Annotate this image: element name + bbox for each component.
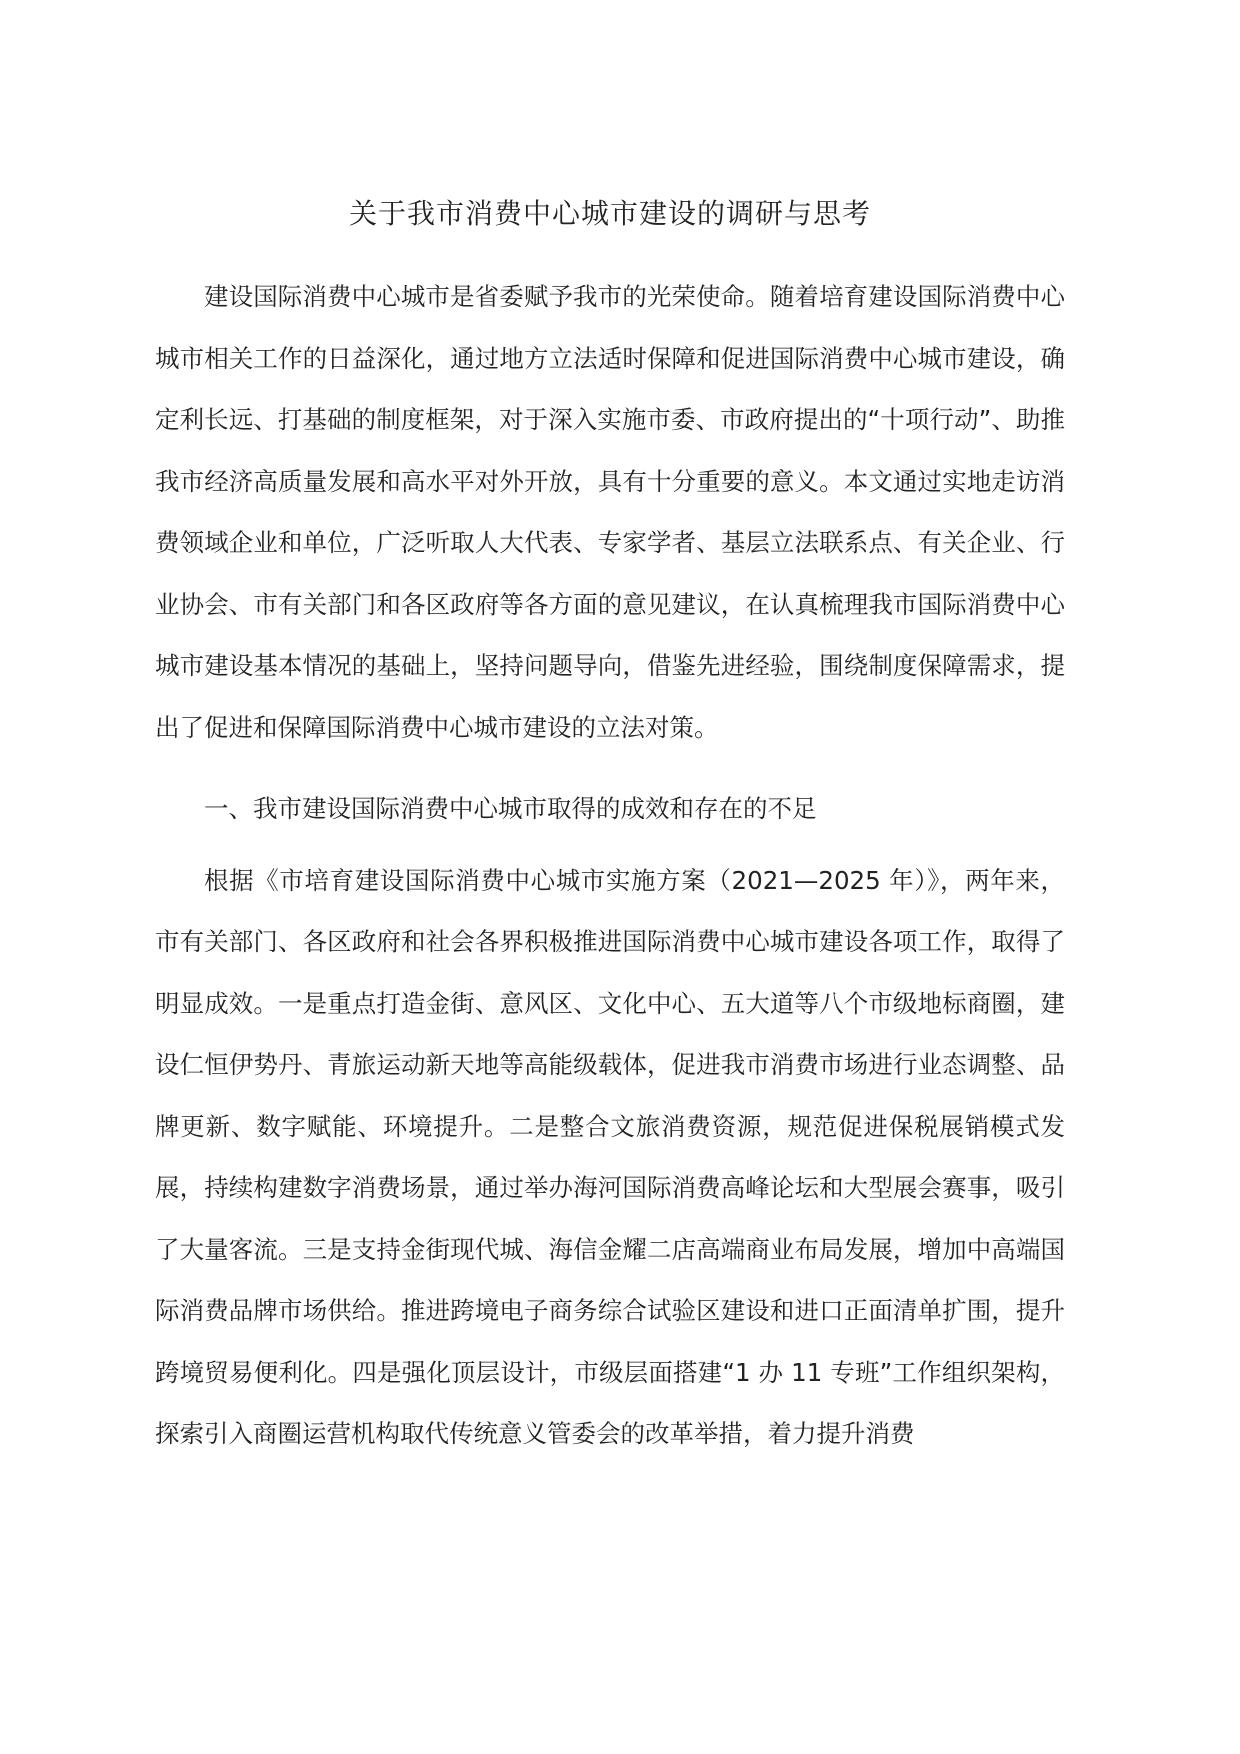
body-paragraph: 根据《市培育建设国际消费中心城市实施方案（2021—2025 年）》，两年来，市有关部门、各区政府和社会各界积极推进国际消费中心城市建设各项工作，取得了明显成效。一是重点打造金街、意风区、文化中心、五大道等八个市级地标商圈，建设仁恒伊势丹、青旅运动新天地等高能级载体，促进我市消费市场进行业态调整、品牌更新、数字赋能、环境提升。二是整合文旅消费资源，规范促进保税展销模式发展，持续构建数字消费场景，通过举办海河国际消费高峰论坛和大型展会赛事，吸引了大量客流。三是支持金街现代城、海信金耀二店高端商业布局发展，增加中高端国际消费品牌市场供给。推进跨境电子商务综合试验区建设和进口正面清单扩围，提升跨境贸易便利化。四是强化顶层设计，市级层面搭建“1 办 11 专班”工作组织架构，探索引入商圈运营机构取代传统意义管委会的改革举措，着力提升消费 bbox=[155, 865, 1065, 1448]
document-body bbox=[155, 190, 1065, 1465]
intro-paragraph: 建设国际消费中心城市是省委赋予我市的光荣使命。随着培育建设国际消费中心城市相关工作的日益深化，通过地方立法适时保障和促进国际消费中心城市建设，确定利长远、打基础的制度框架，对于深入实施市委、市政府提出的“十项行动”、助推我市经济高质量发展和高水平对外开放，具有十分重要的意义。本文通过实地走访消费领域企业和单位，广泛听取人大代表、专家学者、基层立法联系点、有关企业、行业协会、市有关部门和各区政府等各方面的意见建议，在认真梳理我市国际消费中心城市建设基本情况的基础上，坚持问题导向，借鉴先进经验，围绕制度保障需求，提出了促进和保障国际消费中心城市建设的立法对策。 bbox=[155, 282, 1065, 742]
paragraph-gap bbox=[155, 758, 1065, 768]
document-title: 关于我市消费中心城市建设的调研与思考 bbox=[348, 197, 871, 230]
section-heading: 一、我市建设国际消费中心城市取得的成效和存在的不足 bbox=[204, 794, 817, 823]
